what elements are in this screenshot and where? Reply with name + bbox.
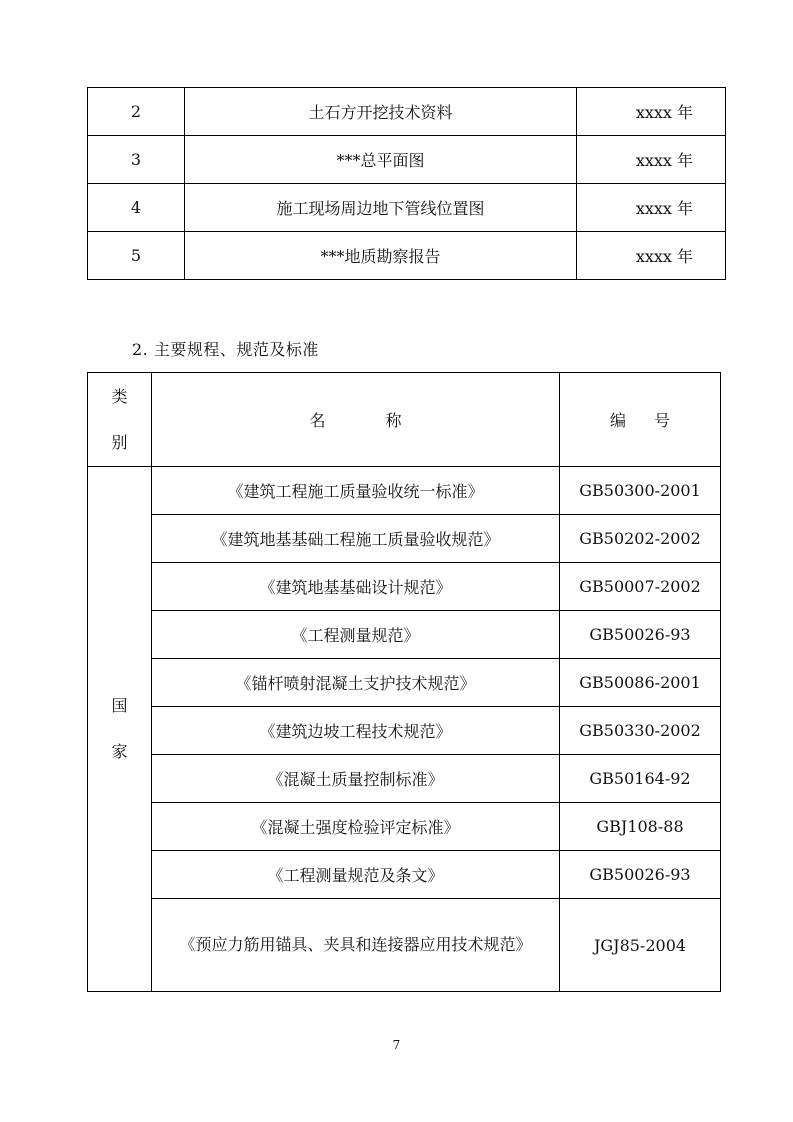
- header-category-char: 类: [111, 386, 128, 406]
- document-name: ***地质勘察报告: [185, 232, 577, 280]
- header-code: [560, 373, 721, 467]
- table-row: [88, 136, 726, 184]
- standards-table: [87, 372, 721, 992]
- standard-name: 《预应力筋用锚具、夹具和连接器应用技术规范》: [152, 899, 560, 992]
- category-char: 国: [111, 696, 128, 715]
- standard-code: GB50300-2001: [560, 467, 721, 515]
- standard-name: 《混凝土质量控制标准》: [152, 755, 560, 803]
- reference-documents-table: [87, 87, 726, 280]
- standard-name: 《工程测量规范及条文》: [152, 851, 560, 899]
- document-year: xxxx 年: [577, 232, 726, 280]
- table-row: [88, 851, 721, 899]
- standard-name: 《锚杆喷射混凝土支护技术规范》: [152, 659, 560, 707]
- document-year: xxxx 年: [577, 184, 726, 232]
- standard-code: GB50330-2002: [560, 707, 721, 755]
- header-code-char: 号: [654, 411, 671, 430]
- standard-name: 《混凝土强度检验评定标准》: [152, 803, 560, 851]
- document-year: xxxx 年: [577, 136, 726, 184]
- standard-code: GB50026-93: [560, 611, 721, 659]
- standard-code: GB50086-2001: [560, 659, 721, 707]
- table-row: [88, 88, 726, 136]
- table-row: [88, 611, 721, 659]
- table-row: [88, 467, 721, 515]
- table-row: [88, 755, 721, 803]
- standard-code: GB50007-2002: [560, 563, 721, 611]
- category-cell: [88, 467, 152, 992]
- row-number: 5: [88, 232, 185, 280]
- page-number: 7: [392, 1038, 401, 1052]
- row-number: 4: [88, 184, 185, 232]
- header-name-char: 名: [309, 411, 326, 430]
- header-name-char: 称: [385, 411, 402, 430]
- table-row: [88, 515, 721, 563]
- table-row: [88, 803, 721, 851]
- section-heading: 2. 主要规程、规范及标准: [132, 340, 319, 359]
- header-name: [152, 373, 560, 467]
- standard-name: 《工程测量规范》: [152, 611, 560, 659]
- header-category: [88, 373, 152, 467]
- table-header-row: [88, 373, 721, 467]
- category-char: 家: [111, 742, 128, 761]
- table-row: [88, 659, 721, 707]
- header-code-char: 编: [609, 411, 626, 430]
- row-number: 2: [88, 88, 185, 136]
- standard-name: 《建筑边坡工程技术规范》: [152, 707, 560, 755]
- table-row: [88, 899, 721, 992]
- table-row: [88, 563, 721, 611]
- header-category-char: 别: [111, 432, 128, 452]
- standard-name: 《建筑地基基础设计规范》: [152, 563, 560, 611]
- document-name: 施工现场周边地下管线位置图: [185, 184, 577, 232]
- standard-name: 《建筑工程施工质量验收统一标准》: [152, 467, 560, 515]
- document-name: ***总平面图: [185, 136, 577, 184]
- standard-code: GB50164-92: [560, 755, 721, 803]
- document-year: xxxx 年: [577, 88, 726, 136]
- standard-code: GB50202-2002: [560, 515, 721, 563]
- table-row: [88, 184, 726, 232]
- standard-code: GBJ108-88: [560, 803, 721, 851]
- table-row: [88, 232, 726, 280]
- standard-name: 《建筑地基基础工程施工质量验收规范》: [152, 515, 560, 563]
- document-name: 土石方开挖技术资料: [185, 88, 577, 136]
- standard-code: JGJ85-2004: [560, 899, 721, 992]
- row-number: 3: [88, 136, 185, 184]
- table-row: [88, 707, 721, 755]
- standard-code: GB50026-93: [560, 851, 721, 899]
